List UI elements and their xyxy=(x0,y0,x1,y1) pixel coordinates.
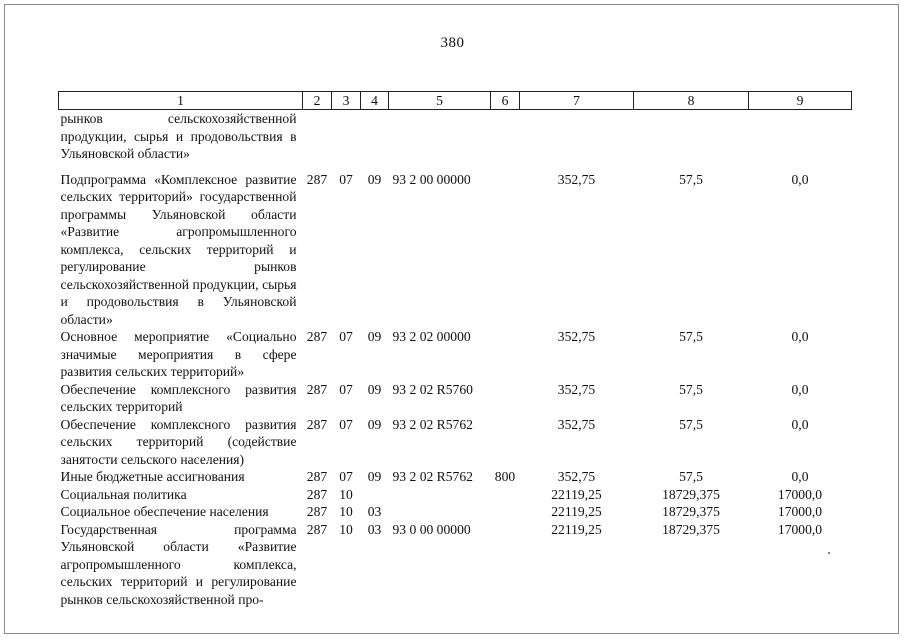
table-row xyxy=(59,381,852,416)
cell-sum-2: 18729,375 xyxy=(662,521,720,537)
row-name: рынков сельскохозяйственной продукции, сырья и продовольствия в Ульяновской области» xyxy=(60,111,297,161)
column-header: 1 xyxy=(59,92,303,110)
cell-sum-1: 22119,25 xyxy=(551,486,602,502)
row-name: Обеспечение комплексного развития сельских территорий xyxy=(60,381,297,414)
cell-admin-code: 287 xyxy=(306,486,328,502)
cell-section: 07 xyxy=(339,171,353,187)
cell-sum-2: 18729,375 xyxy=(662,504,720,519)
row-name: Подпрограмма «Комплексное развитие сельских территорий» государственной программы Ульяновской области «Развитие агропромышленного комплекса, сельских территорий и регулирование рынков сельскохозяйственной продукции, сырья и продовольствия в Ульяновской области» xyxy=(60,171,297,327)
column-header: 4 xyxy=(361,92,389,110)
cell-sum-2: 57,5 xyxy=(679,171,703,187)
cell-target-article: 93 2 02 R5762 xyxy=(392,416,473,432)
cell-target-article xyxy=(389,110,491,163)
row-name: Иные бюджетные ассигнования xyxy=(60,469,245,484)
row-name: Обеспечение комплексного развития сельских территорий (содействие занятости сельского населения) xyxy=(60,416,297,467)
cell-expense-type: 800 xyxy=(494,469,516,484)
cell-section: 07 xyxy=(339,381,353,397)
cell-sum-2 xyxy=(634,110,749,163)
cell-sum-1 xyxy=(520,110,634,163)
cell-sum-3 xyxy=(749,110,852,163)
cell-sum-1: 352,75 xyxy=(557,171,596,187)
cell-target-article xyxy=(389,486,491,504)
cell-sum-1: 352,75 xyxy=(557,381,596,397)
column-header: 3 xyxy=(332,92,361,110)
cell-section: 07 xyxy=(339,416,353,432)
cell-expense-type xyxy=(491,416,520,469)
cell-section: 10 xyxy=(339,504,353,519)
cell-sum-3: 0,0 xyxy=(791,381,809,397)
cell-target-article: 93 0 00 00000 xyxy=(392,521,471,537)
cell-sum-1: 352,75 xyxy=(557,416,596,432)
column-header: 2 xyxy=(303,92,332,110)
cell-sum-1: 352,75 xyxy=(557,329,596,344)
cell-subsection: 09 xyxy=(367,381,382,397)
column-header: 8 xyxy=(634,92,749,110)
cell-admin-code: 287 xyxy=(306,504,328,519)
table-row xyxy=(59,503,852,521)
row-name: Социальная политика xyxy=(60,486,187,502)
table-row xyxy=(59,110,852,163)
cell-sum-2: 57,5 xyxy=(679,329,703,344)
cell-sum-2: 57,5 xyxy=(679,469,703,484)
cell-section: 10 xyxy=(339,521,353,537)
cell-target-article: 93 2 02 R5762 xyxy=(392,469,473,484)
cell-admin-code xyxy=(303,110,332,163)
cell-expense-type xyxy=(491,328,520,381)
cell-sum-2: 57,5 xyxy=(679,381,703,397)
row-name: Основное мероприятие «Социально значимые мероприятия в сфере развития сельских территорий» xyxy=(60,329,297,379)
column-header: 7 xyxy=(520,92,634,110)
row-name: Государственная программа Ульяновской области «Развитие агропромышленного комплекса, сельских территорий и регулирование рынков сельскохозяйственной про- xyxy=(60,521,297,607)
cell-sum-3: 0,0 xyxy=(791,416,809,432)
table-row xyxy=(59,416,852,469)
page-number: 380 xyxy=(440,35,465,51)
cell-target-article: 93 2 02 00000 xyxy=(392,329,471,344)
table-row xyxy=(59,163,852,329)
cell-admin-code: 287 xyxy=(306,381,328,397)
row-name: Социальное обеспечение населения xyxy=(60,504,269,519)
cell-sum-3: 17000,0 xyxy=(777,504,823,519)
cell-expense-type xyxy=(491,503,520,521)
cell-section: 10 xyxy=(339,486,353,502)
cell-sum-3: 0,0 xyxy=(791,469,809,484)
cell-section xyxy=(332,110,361,163)
cell-admin-code: 287 xyxy=(306,329,328,344)
cell-expense-type xyxy=(491,110,520,163)
table-row xyxy=(59,328,852,381)
cell-expense-type xyxy=(491,163,520,329)
cell-expense-type xyxy=(491,486,520,504)
cell-subsection: 03 xyxy=(367,504,382,519)
cell-sum-2: 57,5 xyxy=(679,416,703,432)
budget-table xyxy=(58,91,852,608)
scan-speck xyxy=(828,552,830,554)
cell-subsection: 03 xyxy=(367,521,382,537)
cell-sum-3: 17000,0 xyxy=(777,521,823,537)
cell-sum-3: 17000,0 xyxy=(777,486,823,502)
cell-target-article xyxy=(389,503,491,521)
cell-subsection xyxy=(361,486,389,504)
table-row xyxy=(59,468,852,486)
cell-subsection: 09 xyxy=(367,416,382,432)
cell-subsection xyxy=(361,110,389,163)
cell-sum-1: 352,75 xyxy=(557,469,596,484)
cell-subsection: 09 xyxy=(367,469,382,484)
cell-section: 07 xyxy=(339,329,353,344)
cell-sum-1: 22119,25 xyxy=(551,504,602,519)
column-header: 5 xyxy=(389,92,491,110)
cell-admin-code: 287 xyxy=(306,171,328,187)
table-header-row xyxy=(59,92,852,110)
cell-subsection: 09 xyxy=(367,329,382,344)
cell-target-article: 93 2 02 R5760 xyxy=(392,381,473,397)
column-header: 6 xyxy=(491,92,520,110)
cell-sum-3: 0,0 xyxy=(791,171,809,187)
cell-section: 07 xyxy=(339,469,353,484)
table-row xyxy=(59,486,852,504)
cell-target-article: 93 2 00 00000 xyxy=(392,171,471,187)
cell-admin-code: 287 xyxy=(306,416,328,432)
cell-admin-code: 287 xyxy=(306,469,328,484)
cell-sum-3: 0,0 xyxy=(791,329,809,344)
column-header: 9 xyxy=(749,92,852,110)
cell-admin-code: 287 xyxy=(306,521,328,537)
cell-sum-1: 22119,25 xyxy=(551,521,602,537)
cell-expense-type xyxy=(491,521,520,609)
cell-expense-type xyxy=(491,381,520,416)
table-row xyxy=(59,521,852,609)
cell-subsection: 09 xyxy=(367,171,382,187)
cell-sum-2: 18729,375 xyxy=(662,486,720,502)
